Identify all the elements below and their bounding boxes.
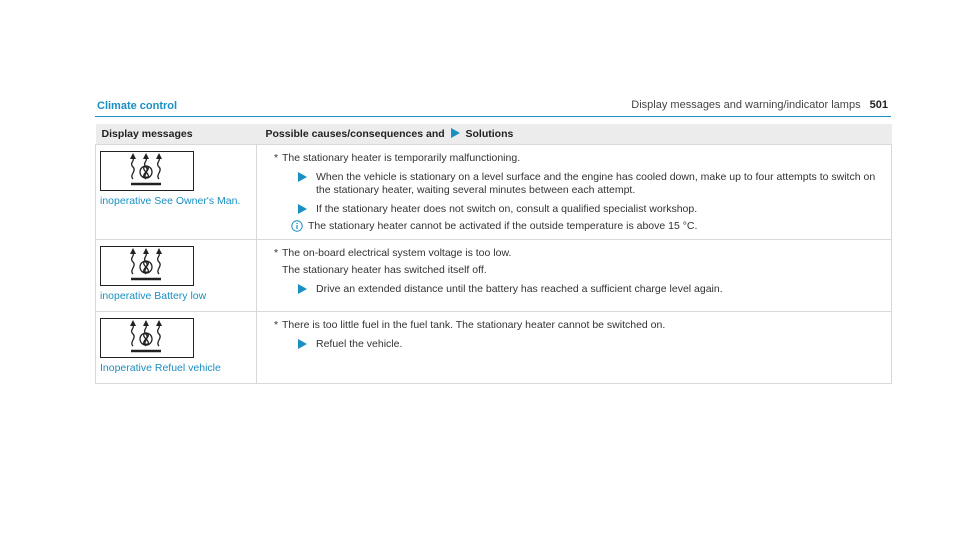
cause-description: The stationary heater is temporarily malfunctioning. bbox=[282, 152, 521, 164]
stationary-heater-icon bbox=[100, 151, 194, 191]
page-number: 501 bbox=[869, 99, 888, 111]
cause-extra-text: The stationary heater has switched itself off. bbox=[282, 264, 487, 276]
display-message-cell bbox=[96, 145, 257, 240]
section-divider bbox=[95, 116, 891, 117]
solution-step-text: Drive an extended distance until the battery has reached a sufficient charge level again. bbox=[316, 283, 723, 295]
stationary-heater-icon bbox=[100, 246, 194, 286]
stationary-heater-icon bbox=[100, 318, 194, 358]
action-arrow-icon bbox=[298, 339, 307, 349]
cause-description: The on-board electrical system voltage is too low. bbox=[282, 247, 512, 259]
column-header-display-messages: Display messages bbox=[96, 124, 257, 145]
info-note-icon bbox=[291, 220, 303, 232]
cause-marker: * bbox=[274, 319, 279, 331]
cause-text bbox=[274, 319, 883, 332]
cause-text bbox=[274, 247, 883, 260]
causes-solutions-cell bbox=[257, 312, 892, 384]
column-header-solutions: Solutions bbox=[465, 128, 514, 140]
display-message-cell bbox=[96, 240, 257, 312]
solution-step bbox=[274, 283, 883, 296]
table-row bbox=[96, 240, 892, 312]
action-arrow-icon bbox=[298, 204, 307, 214]
solution-step bbox=[274, 203, 883, 216]
section-title: Climate control bbox=[97, 100, 178, 112]
solution-step-text: If the stationary heater does not switch on, consult a qualified specialist workshop. bbox=[316, 203, 698, 215]
action-arrow-icon bbox=[298, 172, 307, 182]
display-message-label: Inoperative Refuel vehicle bbox=[100, 362, 221, 374]
causes-solutions-cell bbox=[257, 240, 892, 312]
cause-description: There is too little fuel in the fuel tank. The stationary heater cannot be switched on. bbox=[282, 319, 666, 331]
display-message-label: inoperative See Owner's Man. bbox=[100, 195, 241, 207]
action-arrow-icon bbox=[451, 128, 460, 138]
causes-solutions-cell bbox=[257, 145, 892, 240]
note-text: The stationary heater cannot be activated if the outside temperature is above 15 °C. bbox=[308, 220, 698, 232]
cause-text bbox=[274, 152, 883, 165]
page-header-title: Display messages and warning/indicator lamps bbox=[631, 99, 861, 111]
table-header-row bbox=[96, 124, 892, 145]
display-message-label: inoperative Battery low bbox=[100, 290, 207, 302]
solution-step bbox=[274, 338, 883, 351]
display-message-cell bbox=[96, 312, 257, 384]
page-header bbox=[631, 99, 888, 111]
note bbox=[274, 220, 883, 233]
cause-marker: * bbox=[274, 247, 279, 259]
column-header-causes: Possible causes/consequences and bbox=[265, 128, 445, 140]
solution-step bbox=[274, 171, 883, 197]
action-arrow-icon bbox=[298, 284, 307, 294]
cause-marker: * bbox=[274, 152, 279, 164]
table-row bbox=[96, 312, 892, 384]
column-header-causes-solutions bbox=[257, 124, 892, 145]
solution-step-text: When the vehicle is stationary on a level surface and the engine has cooled down, make up to four attempts to switch on the stationary heater, waiting several minutes between each attempt. bbox=[316, 171, 876, 196]
display-messages-table bbox=[95, 124, 892, 384]
table-row bbox=[96, 145, 892, 240]
solution-step-text: Refuel the vehicle. bbox=[316, 338, 403, 350]
